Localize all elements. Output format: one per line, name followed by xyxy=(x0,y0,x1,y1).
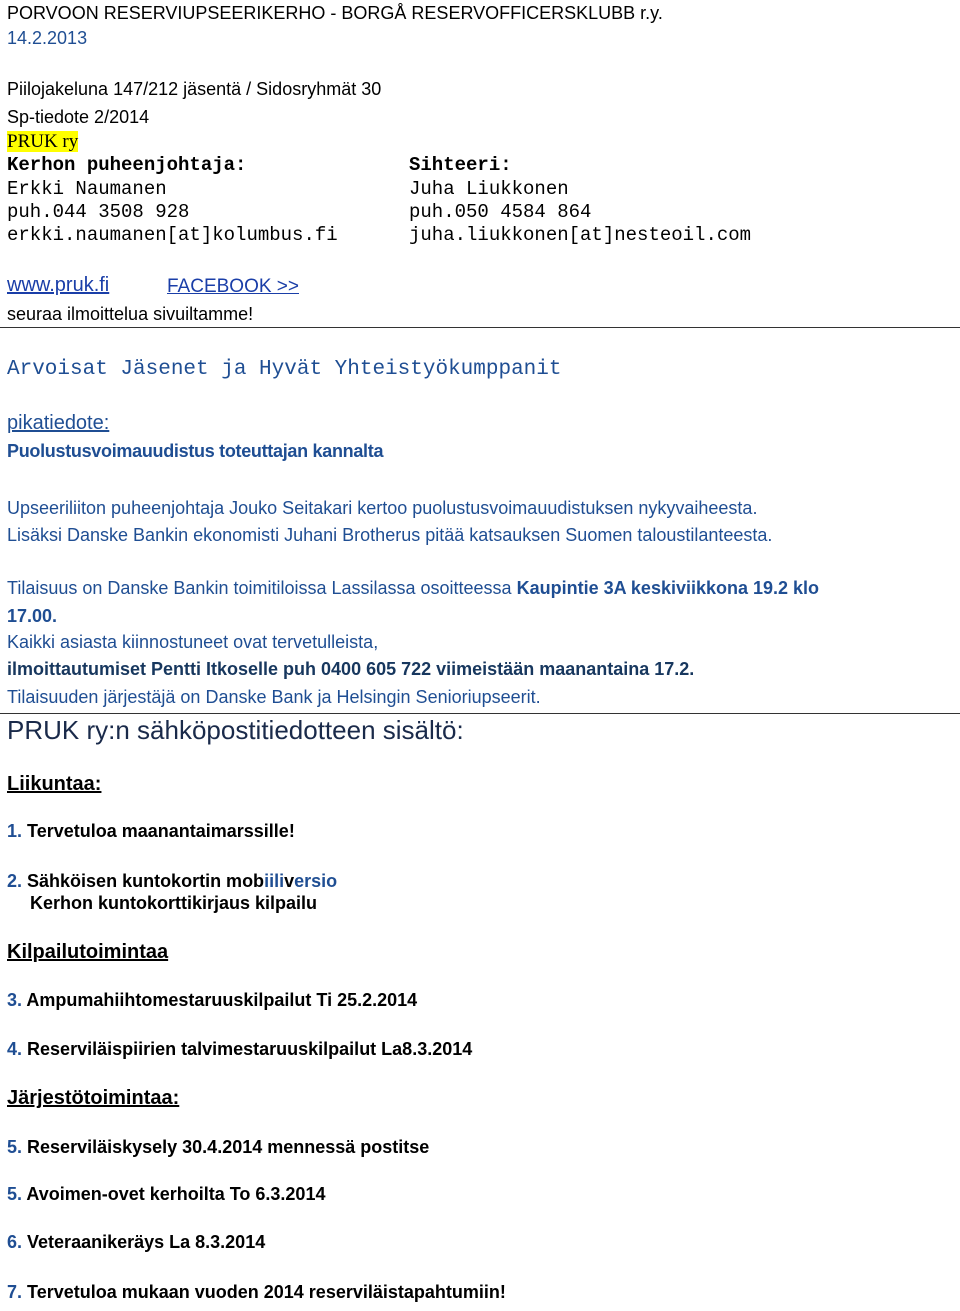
chair-phone: puh.044 3508 928 xyxy=(7,201,190,223)
secretary-email: juha.liukkonen[at]nesteoil.com xyxy=(409,224,752,246)
flash-paragraph-4: Kaikki asiasta kiinnostuneet ovat tervetulleista, xyxy=(7,632,379,652)
chair-title: Kerhon puheenjohtaja: xyxy=(7,154,247,176)
flash-p3-bold: Kaupintie 3A keskiviikkona 19.2 klo xyxy=(516,578,820,598)
section-liikunta-text: Liikuntaa: xyxy=(7,773,102,795)
item-number: 6. xyxy=(7,1232,23,1252)
flash-paragraph-3 xyxy=(7,578,819,599)
flash-paragraph-2: Lisäksi Danske Bankin ekonomisti Juhani Brotherus pitää katsauksen Suomen taloustilanteesta. xyxy=(7,525,773,545)
item-number: 4. xyxy=(7,1039,23,1059)
org-name-highlight: PRUK ry xyxy=(7,131,79,152)
flash-paragraph-5: ilmoittautumiset Pentti Itkoselle puh 0400 605 722 viimeistään maanantaina 17.2. xyxy=(7,659,695,679)
follow-text: seuraa ilmoittelua sivuiltamme! xyxy=(7,304,254,324)
item-text-a: Sähköisen kuntokortin mob xyxy=(27,871,265,891)
flash-label xyxy=(7,412,109,435)
website-link[interactable] xyxy=(7,274,109,297)
flash-paragraph-1: Upseeriliiton puheenjohtaja Jouko Seitakari kertoo puolustusvoimauudistuksen nykyvaiheesta. xyxy=(7,498,758,518)
contents-title: PRUK ry:n sähköpostitiedotteen sisältö: xyxy=(7,715,464,745)
website-link-text[interactable]: www.pruk.fi xyxy=(7,274,110,296)
flash-paragraph-3-time: 17.00. xyxy=(7,606,58,626)
flash-paragraph-6: Tilaisuuden järjestäjä on Danske Bank ja Helsingin Senioriupseerit. xyxy=(7,687,541,707)
item-5a[interactable] xyxy=(7,1137,429,1158)
item-text: Avoimen-ovet kerhoilta To 6.3.2014 xyxy=(26,1184,326,1204)
item-number: 5. xyxy=(7,1184,23,1204)
item-number: 1. xyxy=(7,821,23,841)
flash-p3-plain: Tilaisuus on Danske Bankin toimitiloissa Lassilassa osoitteessa xyxy=(7,578,517,598)
section-kilpailu xyxy=(7,941,168,964)
secretary-title: Sihteeri: xyxy=(409,154,512,176)
item-text: Ampumahiihtomestaruuskilpailut Ti 25.2.2014 xyxy=(26,990,418,1010)
item-text-d: ersio xyxy=(294,871,338,891)
item-text: Reserviläiskysely 30.4.2014 mennessä postitse xyxy=(27,1137,430,1157)
bulletin-date: 14.2.2013 xyxy=(7,28,88,48)
chair-name: Erkki Naumanen xyxy=(7,178,167,200)
item-number: 2. xyxy=(7,871,23,891)
flash-label-text: pikatiedote: xyxy=(7,412,110,434)
section-kilpailu-text: Kilpailutoimintaa xyxy=(7,941,169,963)
org-name xyxy=(7,131,78,153)
section-jarjesto-text: Järjestötoimintaa: xyxy=(7,1087,180,1109)
item-text: Reserviläispiirien talvimestaruuskilpailut La8.3.2014 xyxy=(27,1039,473,1059)
bulletin-number: Sp-tiedote 2/2014 xyxy=(7,107,150,127)
facebook-link-text[interactable]: FACEBOOK >> xyxy=(167,276,299,297)
item-2[interactable] xyxy=(7,871,337,892)
greeting: Arvoisat Jäsenet ja Hyvät Yhteistyökumppanit xyxy=(7,358,562,381)
item-2-sub: Kerhon kuntokorttikirjaus kilpailu xyxy=(30,893,318,913)
item-text: Veteraanikeräys La 8.3.2014 xyxy=(27,1232,266,1252)
club-name: PORVOON RESERVIUPSEERIKERHO - BORGÅ RESERVOFFICERSKLUBB r.y. xyxy=(7,3,663,23)
distribution-line: Piilojakeluna 147/212 jäsentä / Sidosryhmät 30 xyxy=(7,79,382,99)
item-1[interactable] xyxy=(7,821,295,842)
header-divider xyxy=(0,327,960,328)
item-7[interactable] xyxy=(7,1282,506,1303)
item-text: Tervetuloa maanantaimarssille! xyxy=(27,821,295,841)
section-liikunta xyxy=(7,773,101,796)
facebook-link[interactable] xyxy=(167,276,299,298)
item-3[interactable] xyxy=(7,990,417,1011)
flash-subject: Puolustusvoimauudistus toteuttajan kannalta xyxy=(7,441,384,461)
item-text-c: v xyxy=(284,871,295,891)
item-4[interactable] xyxy=(7,1039,472,1060)
item-5b[interactable] xyxy=(7,1184,325,1205)
item-number: 5. xyxy=(7,1137,23,1157)
item-number: 7. xyxy=(7,1282,23,1302)
item-6[interactable] xyxy=(7,1232,265,1253)
secretary-phone: puh.050 4584 864 xyxy=(409,201,592,223)
item-text-b: iili xyxy=(264,871,285,891)
chair-email: erkki.naumanen[at]kolumbus.fi xyxy=(7,224,338,246)
secretary-name: Juha Liukkonen xyxy=(409,178,569,200)
section-jarjesto xyxy=(7,1087,179,1110)
contents-divider xyxy=(0,713,960,714)
item-text: Tervetuloa mukaan vuoden 2014 reserviläistapahtumiin! xyxy=(27,1282,506,1302)
item-number: 3. xyxy=(7,990,23,1010)
